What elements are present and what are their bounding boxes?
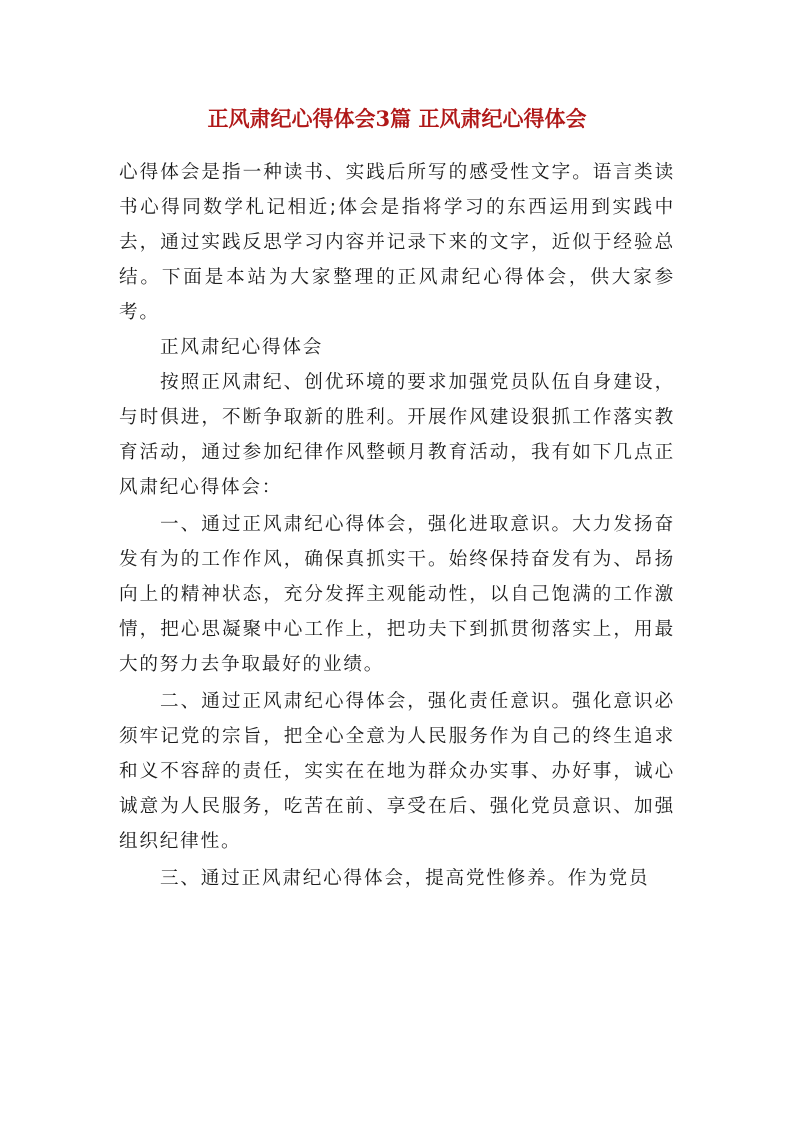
body-paragraph: 二、通过正风肃纪心得体会，强化责任意识。强化意识必须牢记党的宗旨，把全心全意为人民服务作为自己的终生追求和义不容辞的责任，实实在在地为群众办实事、办好事，诚心诚意为人民服务，吃苦在前、享受在后、强化党员意识、加强组织纪律性。 (119, 691, 675, 852)
body-paragraph: 按照正风肃纪、创优环境的要求加强党员队伍自身建设，与时俱进，不断争取新的胜利。开展作风建设狠抓工作落实教育活动，通过参加纪律作风整顿月教育活动，我有如下几点正风肃纪心得体会： (119, 372, 675, 498)
intro-paragraph: 心得体会是指一种读书、实践后所写的感受性文字。语言类读书心得同数学札记相近;体会是指将学习的东西运用到实践中去，通过实践反思学习内容并记录下来的文字，近似于经验总结。下面是本站为大家整理的正风肃纪心得体会，供大家参考。 (119, 162, 675, 323)
document-title: 正风肃纪心得体会3篇 正风肃纪心得体会 (207, 106, 587, 131)
body-paragraph: 三、通过正风肃纪心得体会，提高党性修养。作为党员 (160, 868, 650, 889)
document-body (119, 155, 675, 896)
section-subheading: 正风肃纪心得体会 (160, 337, 324, 358)
body-paragraph: 一、通过正风肃纪心得体会，强化进取意识。大力发扬奋发有为的工作作风，确保真抓实干。始终保持奋发有为、昂扬向上的精神状态，充分发挥主观能动性，以自己饱满的工作激情，把心思凝聚中心工作上，把功夫下到抓贯彻落实上，用最大的努力去争取最好的业绩。 (119, 514, 675, 675)
